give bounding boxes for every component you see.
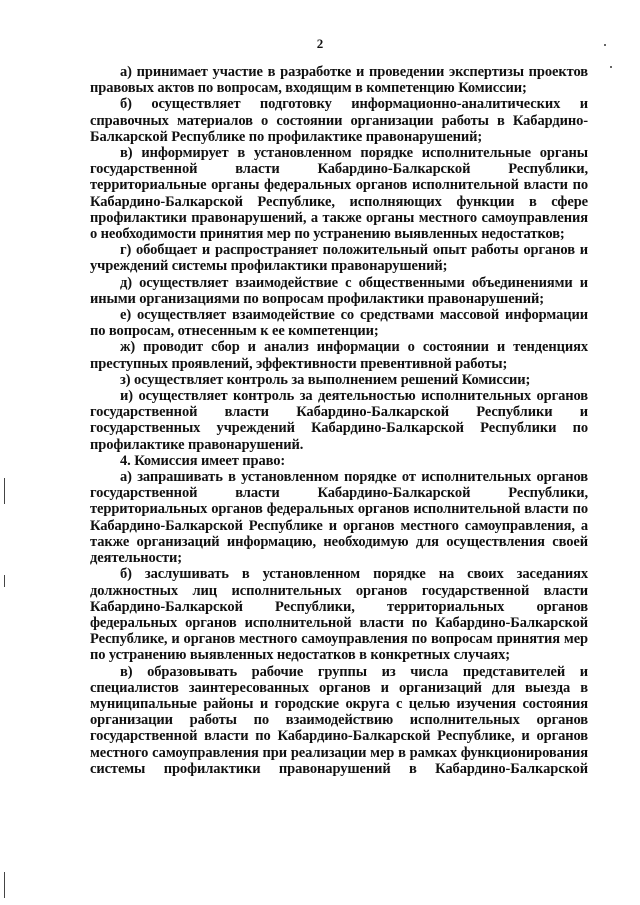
paragraph: г) обобщает и распространяет положительный опыт работы органов и учреждений системы профилактики правонарушений; — [90, 242, 588, 275]
paragraph: а) запрашивать в установленном порядке от исполнительных органов государственной власти Кабардино-Балкарской Республики, территориальных органов федеральных органов исполнительной власти по Кабардино-Балкарской Республике и органов местного самоуправления, а также организаций информацию, необходимую для осуществления своей деятельности; — [90, 469, 588, 567]
scan-speck — [604, 44, 606, 46]
paragraph: б) заслушивать в установленном порядке на своих заседаниях должностных лиц исполнительных органов государственной власти Кабардино-Балкарской Республики, территориальных органов федеральных органов исполнительной власти по Кабардино-Балкарской Республике, и органов местного самоуправления по вопросам принятия мер по устранению выявленных недостатков в конкретных случаях; — [90, 566, 588, 664]
scan-speck — [610, 66, 612, 68]
paragraph: д) осуществляет взаимодействие с общественными объединениями и иными организациями по вопросам профилактики правонарушений; — [90, 274, 588, 307]
paragraph: в) информирует в установленном порядке исполнительные органы государственной власти Кабардино-Балкарской Республики, территориальные органы федеральных органов исполнительной власти по Кабардино-Балкарской Республике, исполняющих функции в сфере профилактики правонарушений, а также органы местного самоуправления о необходимости принятия мер по устранению выявленных недостатков; — [90, 145, 588, 243]
paragraph: з) осуществляет контроль за выполнением решений Комиссии; — [120, 371, 531, 388]
scan-edge-mark — [4, 872, 5, 898]
scan-edge-mark — [4, 575, 5, 587]
paragraph: ж) проводит сбор и анализ информации о состоянии и тенденциях преступных проявлений, эффективности превентивной работы; — [90, 339, 588, 372]
document-body — [90, 64, 588, 777]
paragraph: в) образовывать рабочие группы из числа представителей и специалистов заинтересованных органов и организаций для выезда в муниципальные районы и городские округа с целью изучения состояния организации работы по взаимодействию исполнительных органов государственной власти по Кабардино-Балкарской Республике, и органов местного самоуправления при реализации мер в рамках функционирования системы профилактики правонарушений в Кабардино-Балкарской — [90, 663, 588, 777]
paragraph: а) принимает участие в разработке и проведении экспертизы проектов правовых актов по вопросам, входящим в компетенцию Комиссии; — [90, 64, 588, 97]
scan-edge-mark — [4, 478, 5, 504]
paragraph: и) осуществляет контроль за деятельностью исполнительных органов государственной власти Кабардино-Балкарской Республики и государственных учреждений Кабардино-Балкарской Республики по профилактике правонарушений. — [90, 388, 588, 453]
section-heading: 4. Комиссия имеет право: — [120, 452, 286, 469]
paragraph: е) осуществляет взаимодействие со средствами массовой информации по вопросам, отнесенным к ее компетенции; — [90, 307, 588, 340]
paragraph: б) осуществляет подготовку информационно-аналитических и справочных материалов о состоянии организации работы в Кабардино-Балкарской Республике по профилактике правонарушений; — [90, 96, 588, 145]
page-number: 2 — [316, 36, 324, 51]
